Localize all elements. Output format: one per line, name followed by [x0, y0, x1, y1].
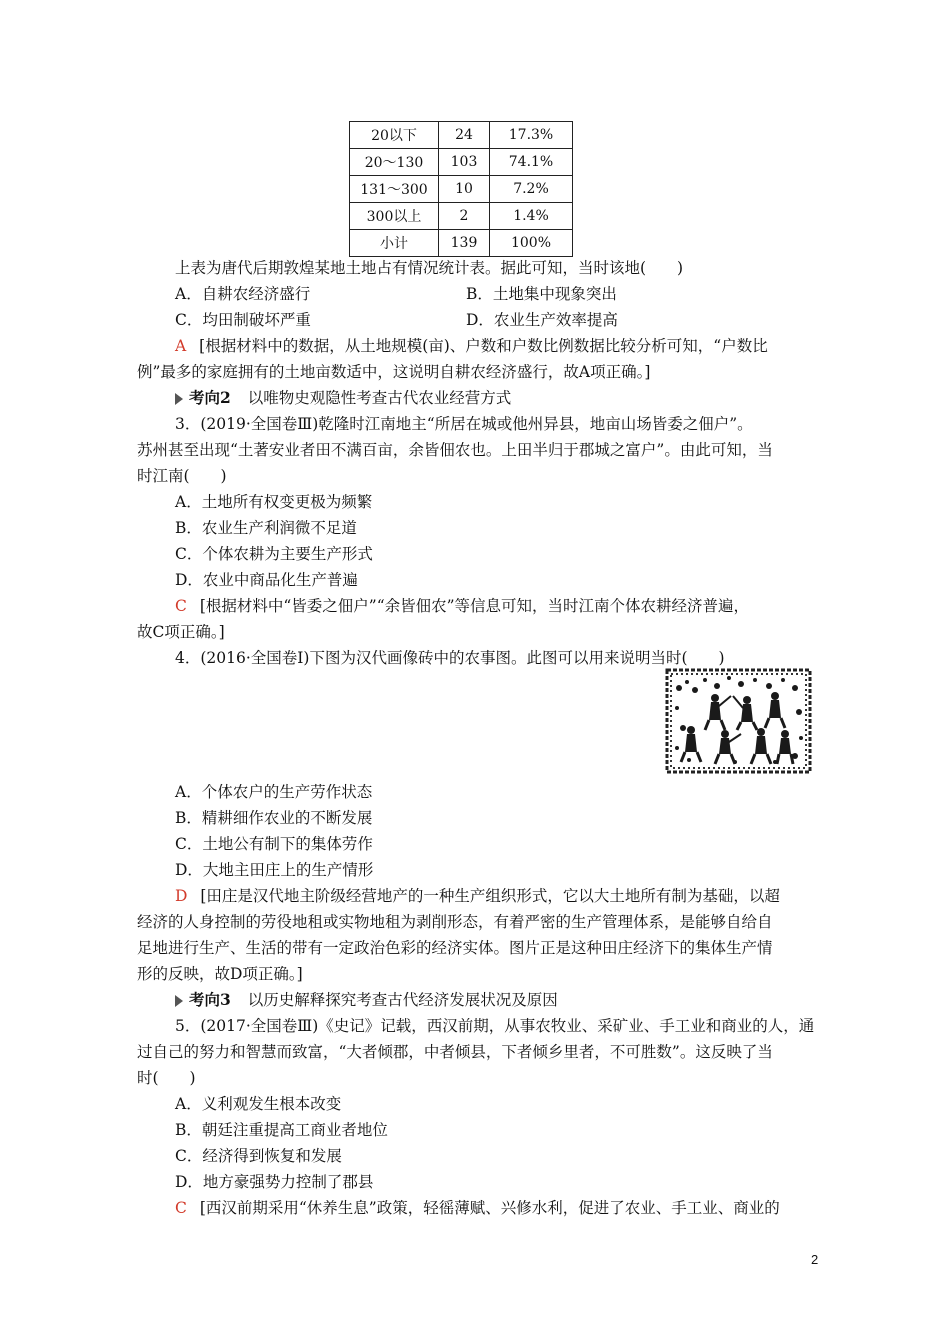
direction-label: 考向2: [189, 388, 231, 407]
q5-option: B．朝廷注重提高工商业者地位: [175, 1121, 388, 1139]
q3-option: B．农业生产利润微不足道: [175, 519, 357, 537]
question-4-line: 4．(2016·全国卷Ⅰ)下图为汉代画像砖中的农事图。此图可以用来说明当时( ): [175, 649, 725, 667]
q5-option: A．义利观发生根本改变: [175, 1095, 342, 1113]
q2-option-b: B．土地集中现象突出: [466, 285, 617, 303]
explanation-text: [根据材料中的数据，从土地规模(亩)、户数和户数比例数据比较分析可知，“户数比: [199, 337, 768, 355]
table-cell: 1.4%: [490, 203, 573, 230]
q5-explanation: [175, 1196, 780, 1220]
direction-text: 以历史解释探究考查古代经济发展状况及原因: [247, 991, 558, 1009]
q4-option: C．土地公有制下的集体劳作: [175, 835, 373, 853]
table-cell: 100%: [490, 230, 573, 257]
section-heading-direction-2: [175, 386, 511, 410]
question-3-line: 3．(2019·全国卷Ⅲ)乾隆时江南地主“所居在城或他州异县，地亩山场皆委之佃户”。: [175, 415, 753, 433]
triangle-bullet-icon: [175, 393, 183, 405]
explanation-text: 例”最多的家庭拥有的土地亩数适中，这说明自耕农经济盛行，故A项正确。]: [137, 363, 651, 381]
table-cell: 20以下: [350, 122, 439, 149]
q2-option-d: D．农业生产效率提高: [466, 311, 618, 329]
land-statistics-table: [349, 121, 573, 257]
q3-option: D．农业中商品化生产普遍: [175, 571, 358, 589]
direction-text: 以唯物史观隐性考查古代农业经营方式: [247, 389, 512, 407]
q5-option: C．经济得到恢复和发展: [175, 1147, 342, 1165]
explanation-text: [西汉前期采用“休养生息”政策，轻徭薄赋、兴修水利，促进了农业、手工业、商业的: [199, 1199, 780, 1217]
table-row: [350, 203, 573, 230]
q3-option: A．土地所有权变更极为频繁: [175, 493, 373, 511]
page-number: 2: [811, 1252, 819, 1267]
table-cell: 10: [439, 176, 490, 203]
section-heading-direction-3: [175, 988, 558, 1012]
explanation-text: 足地进行生产、生活的带有一定政治色彩的经济实体。图片正是这种田庄经济下的集体生产情: [137, 939, 773, 957]
q2-option-a: A．自耕农经济盛行: [175, 285, 311, 303]
question-2-stem: 上表为唐代后期敦煌某地土地占有情况统计表。据此可知，当时该地( ): [175, 259, 684, 277]
explanation-text: 形的反映，故D项正确。]: [137, 965, 303, 983]
table-cell: 300以上: [350, 203, 439, 230]
q4-explanation: [175, 884, 780, 908]
han-brick-farming-image: [665, 668, 812, 774]
question-5-line: 过自己的努力和智慧而致富，“大者倾郡，中者倾县，下者倾乡里者，不可胜数”。这反映了当: [137, 1043, 773, 1061]
table-cell: 17.3%: [490, 122, 573, 149]
table-cell: 20～130: [350, 149, 439, 176]
q4-option: D．大地主田庄上的生产情形: [175, 861, 374, 879]
table-cell: 103: [439, 149, 490, 176]
explanation-text: [根据材料中“皆委之佃户”“余皆佃农”等信息可知，当时江南个体农耕经济普遍，: [199, 597, 750, 615]
question-3-line: 时江南( ): [137, 467, 227, 485]
table-cell: 131～300: [350, 176, 439, 203]
answer-letter: C: [175, 597, 187, 615]
question-3-line: 苏州甚至出现“土著安业者田不满百亩，余皆佃农也。上田半归于郡城之富户”。由此可知，当: [137, 441, 773, 459]
q4-option: B．精耕细作农业的不断发展: [175, 809, 373, 827]
direction-label: 考向3: [189, 990, 231, 1009]
table-cell: 74.1%: [490, 149, 573, 176]
table-cell: 小计: [350, 230, 439, 257]
q5-option: D．地方豪强势力控制了郡县: [175, 1173, 374, 1191]
answer-letter: D: [175, 887, 188, 905]
answer-letter: A: [175, 337, 187, 355]
table-row: [350, 176, 573, 203]
q2-explanation: [175, 334, 768, 358]
question-5-line: 5．(2017·全国卷Ⅲ)《史记》记载，西汉前期，从事农牧业、采矿业、手工业和商业的人，通: [175, 1017, 815, 1035]
table-row: [350, 122, 573, 149]
explanation-text: 经济的人身控制的劳役地租或实物地租为剥削形态，有着严密的生产管理体系，是能够自给自: [137, 913, 773, 931]
triangle-bullet-icon: [175, 995, 183, 1007]
explanation-text: 故C项正确。]: [137, 623, 225, 641]
table-cell: 7.2%: [490, 176, 573, 203]
explanation-text: [田庄是汉代地主阶级经营地产的一种生产组织形式，它以大土地所有制为基础，以超: [200, 887, 780, 905]
table-row: [350, 230, 573, 257]
table-cell: 139: [439, 230, 490, 257]
q3-explanation: [175, 594, 749, 618]
table-cell: 2: [439, 203, 490, 230]
question-5-line: 时( ): [137, 1069, 196, 1087]
farming-scene-illustration: [665, 668, 812, 774]
table-cell: 24: [439, 122, 490, 149]
table-row: [350, 149, 573, 176]
q2-option-c: C．均田制破坏严重: [175, 311, 311, 329]
q3-option: C．个体农耕为主要生产形式: [175, 545, 373, 563]
q4-option: A．个体农户的生产劳作状态: [175, 783, 373, 801]
answer-letter: C: [175, 1199, 187, 1217]
